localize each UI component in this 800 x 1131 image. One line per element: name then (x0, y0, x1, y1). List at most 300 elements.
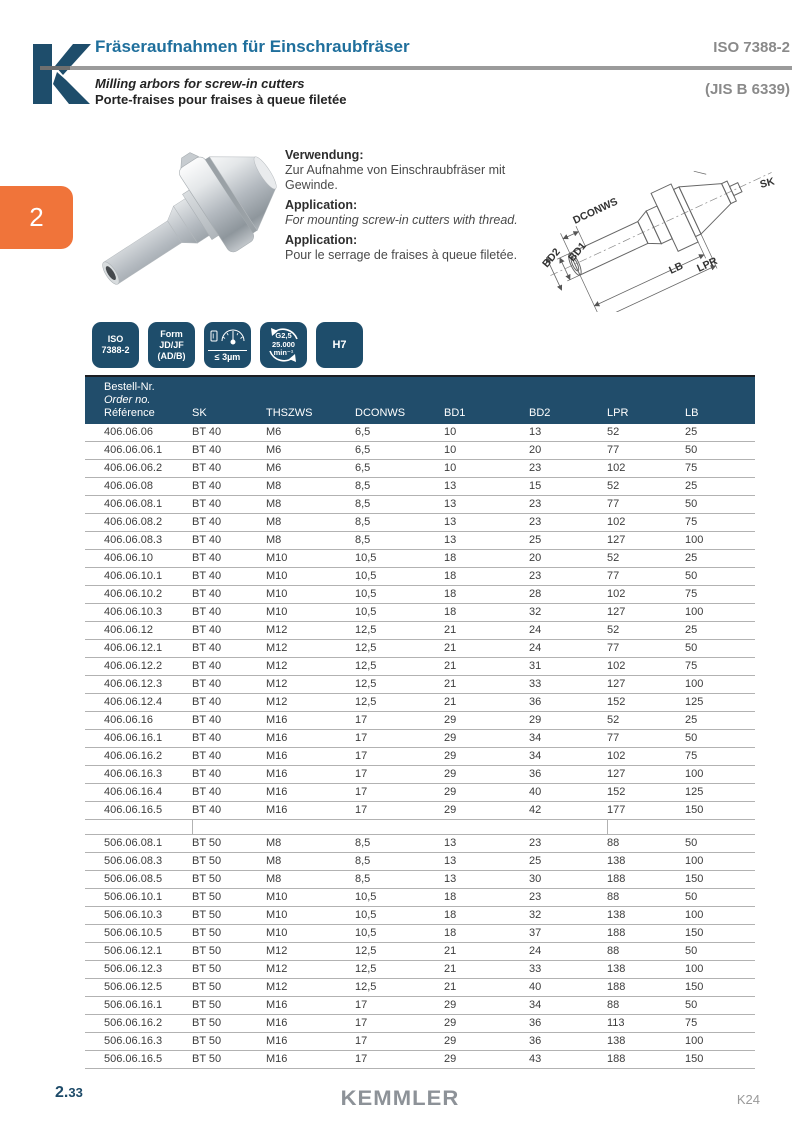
table-cell: 29 (444, 999, 457, 1011)
table-cell: 23 (529, 837, 542, 849)
usage-text-block (285, 148, 537, 263)
table-cell: 13 (444, 516, 457, 528)
table-cell: 77 (607, 642, 620, 654)
table-cell: 13 (444, 534, 457, 546)
page-number-minor: 33 (68, 1085, 83, 1100)
dimension-diagram (533, 136, 795, 312)
table-cell: 21 (444, 624, 457, 636)
table-cell: BT 50 (192, 945, 222, 957)
table-cell: 77 (607, 732, 620, 744)
table-row (85, 658, 755, 676)
table-header (85, 377, 755, 424)
table-cell: 10,5 (355, 927, 377, 939)
table-cell: BT 40 (192, 534, 222, 546)
table-cell: M16 (266, 750, 288, 762)
table-row (85, 712, 755, 730)
table-cell: 406.06.16.3 (104, 768, 163, 780)
table-cell: M16 (266, 1017, 288, 1029)
dim-label-dconws: DCONWS (571, 195, 620, 227)
table-row (85, 550, 755, 568)
table-cell: 406.06.10 (104, 552, 153, 564)
table-cell: 21 (444, 963, 457, 975)
table-row (85, 802, 755, 820)
table-cell: 506.06.16.5 (104, 1053, 163, 1065)
table-cell: 10,5 (355, 588, 377, 600)
table-cell: 13 (444, 873, 457, 885)
badge-fit-h7 (316, 322, 363, 368)
table-cell: 18 (444, 891, 457, 903)
table-cell: 506.06.12.3 (104, 963, 163, 975)
badge-iso-line1: ISO (107, 334, 124, 344)
usage-text-fr: Pour le serrage de fraises à queue filetée. (285, 248, 518, 262)
table-cell: BT 40 (192, 516, 222, 528)
table-cell: 29 (444, 1017, 457, 1029)
table-cell: 25 (685, 714, 698, 726)
table-cell: 8,5 (355, 855, 371, 867)
table-cell: 52 (607, 624, 620, 636)
table-cell: 18 (444, 606, 457, 618)
runout-gauge-icon (207, 325, 248, 349)
table-cell: M8 (266, 516, 282, 528)
table-cell: 75 (685, 462, 698, 474)
table-cell: 150 (685, 1053, 704, 1065)
table-cell: 50 (685, 837, 698, 849)
table-row (85, 871, 755, 889)
table-cell: 188 (607, 1053, 626, 1065)
table-cell: 13 (444, 855, 457, 867)
table-cell: 406.06.10.2 (104, 588, 163, 600)
table-cell: 506.06.12.1 (104, 945, 163, 957)
table-cell: 138 (607, 963, 626, 975)
table-cell: 12,5 (355, 642, 377, 654)
product-table (85, 375, 755, 1069)
table-cell: M16 (266, 714, 288, 726)
spec-badges-row (92, 322, 363, 368)
table-cell: 8,5 (355, 480, 371, 492)
table-cell: 6,5 (355, 444, 371, 456)
table-cell: M8 (266, 480, 282, 492)
table-cell: M8 (266, 873, 282, 885)
table-row (85, 766, 755, 784)
table-cell: 10,5 (355, 891, 377, 903)
table-cell: M12 (266, 624, 288, 636)
table-cell: 12,5 (355, 678, 377, 690)
dim-label-bd1: BD1 (566, 240, 589, 264)
table-cell: 32 (529, 909, 542, 921)
page-number-major: 2. (55, 1084, 69, 1101)
table-cell: 10,5 (355, 909, 377, 921)
table-cell: 100 (685, 1035, 704, 1047)
header-lpr: LPR (607, 407, 629, 419)
table-cell: 42 (529, 804, 542, 816)
table-cell: 150 (685, 981, 704, 993)
table-row (85, 604, 755, 622)
table-cell: 8,5 (355, 516, 371, 528)
badge-runout-label: ≤ 3µm (214, 352, 241, 362)
table-cell: 12,5 (355, 963, 377, 975)
table-cell: 125 (685, 786, 704, 798)
table-cell: 34 (529, 750, 542, 762)
table-row (85, 640, 755, 658)
table-cell: 36 (529, 768, 542, 780)
table-cell: BT 50 (192, 1053, 222, 1065)
table-row (85, 460, 755, 478)
table-cell: 52 (607, 714, 620, 726)
table-cell: 23 (529, 462, 542, 474)
table-cell: 17 (355, 768, 368, 780)
table-cell: M10 (266, 588, 288, 600)
table-cell: BT 40 (192, 786, 222, 798)
usage-text-de: Zur Aufnahme von Einschraubfräser mit Gewinde. (285, 163, 506, 192)
table-cell: M8 (266, 837, 282, 849)
table-cell: 10 (444, 462, 457, 474)
catalog-code: K24 (736, 1092, 760, 1107)
product-photo (88, 143, 288, 301)
table-cell: 29 (444, 804, 457, 816)
table-cell: 406.06.08.3 (104, 534, 163, 546)
table-cell: M8 (266, 534, 282, 546)
table-cell: 77 (607, 570, 620, 582)
table-cell: 13 (444, 480, 457, 492)
table-cell: 29 (444, 732, 457, 744)
table-cell: 37 (529, 927, 542, 939)
table-cell: BT 40 (192, 480, 222, 492)
section-spacer (85, 820, 755, 835)
badge-runout-divider (208, 350, 247, 351)
table-cell: 13 (529, 426, 542, 438)
table-cell: BT 50 (192, 909, 222, 921)
jis-standard-label: (JIS B 6339) (704, 81, 790, 98)
table-row (85, 961, 755, 979)
table-cell: 127 (607, 606, 626, 618)
table-cell: 100 (685, 909, 704, 921)
table-cell: BT 40 (192, 660, 222, 672)
table-cell: 102 (607, 462, 626, 474)
table-body (85, 424, 755, 1069)
table-cell: 17 (355, 750, 368, 762)
table-cell: M8 (266, 855, 282, 867)
table-cell: 406.06.08 (104, 480, 153, 492)
table-cell: 406.06.06.1 (104, 444, 163, 456)
table-cell: BT 40 (192, 426, 222, 438)
usage-text-en: For mounting screw-in cutters with thread. (285, 213, 518, 227)
table-cell: BT 40 (192, 678, 222, 690)
table-cell: 40 (529, 981, 542, 993)
table-cell: 125 (685, 696, 704, 708)
table-cell: 150 (685, 873, 704, 885)
dim-label-sk: SK (758, 175, 776, 191)
table-cell: 406.06.12.3 (104, 678, 163, 690)
badge-form-line3: (AD/B) (157, 350, 186, 361)
table-cell: 52 (607, 552, 620, 564)
table-cell: 10,5 (355, 552, 377, 564)
table-row (85, 1015, 755, 1033)
table-cell: 12,5 (355, 945, 377, 957)
table-cell: 33 (529, 678, 542, 690)
table-cell: 21 (444, 660, 457, 672)
header-reference: Référence (104, 407, 155, 419)
table-cell: 75 (685, 588, 698, 600)
header-divider-dark-segment (40, 66, 70, 70)
table-cell: M6 (266, 426, 282, 438)
badge-form-line2: JD/JF (159, 339, 184, 350)
table-cell: 150 (685, 927, 704, 939)
table-cell: 100 (685, 768, 704, 780)
table-cell: 506.06.08.5 (104, 873, 163, 885)
table-cell: 17 (355, 1035, 368, 1047)
chapter-tab: 2 (0, 186, 73, 249)
table-cell: 506.06.16.1 (104, 999, 163, 1011)
table-cell: 34 (529, 732, 542, 744)
table-cell: 29 (444, 1035, 457, 1047)
table-row (85, 478, 755, 496)
table-cell: 406.06.16.5 (104, 804, 163, 816)
header-order-no (85, 377, 192, 420)
table-cell: 50 (685, 498, 698, 510)
table-cell: 77 (607, 498, 620, 510)
table-cell: BT 40 (192, 768, 222, 780)
table-row (85, 925, 755, 943)
header-bd2: BD2 (529, 407, 551, 419)
table-cell: M16 (266, 768, 288, 780)
table-cell: 150 (685, 804, 704, 816)
table-cell: 50 (685, 570, 698, 582)
table-cell: 406.06.10.3 (104, 606, 163, 618)
table-cell: BT 40 (192, 462, 222, 474)
table-cell: 50 (685, 945, 698, 957)
table-cell: BT 50 (192, 891, 222, 903)
table-cell: M12 (266, 678, 288, 690)
header-sk: SK (192, 407, 207, 419)
table-cell: 23 (529, 891, 542, 903)
table-cell: 506.06.16.2 (104, 1017, 163, 1029)
table-row (85, 694, 755, 712)
table-row (85, 889, 755, 907)
table-row (85, 586, 755, 604)
table-row (85, 997, 755, 1015)
table-cell: BT 40 (192, 714, 222, 726)
table-cell: 506.06.16.3 (104, 1035, 163, 1047)
table-cell: 18 (444, 927, 457, 939)
table-cell: M10 (266, 606, 288, 618)
table-cell: M16 (266, 732, 288, 744)
table-cell: 10,5 (355, 606, 377, 618)
table-cell: 21 (444, 642, 457, 654)
header-lb: LB (685, 407, 699, 419)
header-thszws: THSZWS (266, 407, 313, 419)
table-cell: M12 (266, 963, 288, 975)
table-cell: 25 (685, 426, 698, 438)
table-cell: M10 (266, 891, 288, 903)
table-cell: 406.06.06 (104, 426, 153, 438)
table-cell: 25 (529, 534, 542, 546)
table-cell: 75 (685, 516, 698, 528)
table-row (85, 907, 755, 925)
table-cell: 18 (444, 552, 457, 564)
table-cell: M10 (266, 552, 288, 564)
table-cell: 88 (607, 837, 620, 849)
table-cell: 17 (355, 1053, 368, 1065)
table-cell: 406.06.12 (104, 624, 153, 636)
usage-label-en: Application: (285, 198, 358, 212)
table-cell: 23 (529, 516, 542, 528)
table-row (85, 424, 755, 442)
table-cell: 102 (607, 516, 626, 528)
table-cell: BT 40 (192, 498, 222, 510)
table-cell: 138 (607, 855, 626, 867)
table-cell: 138 (607, 1035, 626, 1047)
table-cell: 10 (444, 426, 457, 438)
table-cell: 40 (529, 786, 542, 798)
table-cell: 28 (529, 588, 542, 600)
table-cell: 102 (607, 660, 626, 672)
table-cell: BT 50 (192, 927, 222, 939)
table-cell: 406.06.16.2 (104, 750, 163, 762)
table-cell: 13 (444, 837, 457, 849)
table-cell: 50 (685, 999, 698, 1011)
table-cell: BT 50 (192, 999, 222, 1011)
table-cell: 406.06.06.2 (104, 462, 163, 474)
table-cell: BT 50 (192, 981, 222, 993)
dim-label-bd2: BD2 (540, 246, 563, 270)
table-cell: BT 50 (192, 855, 222, 867)
table-cell: 18 (444, 570, 457, 582)
table-cell: 88 (607, 945, 620, 957)
table-cell: 77 (607, 444, 620, 456)
table-cell: 17 (355, 732, 368, 744)
table-cell: M6 (266, 462, 282, 474)
table-row (85, 1051, 755, 1069)
table-cell: 23 (529, 570, 542, 582)
badge-form (148, 322, 195, 368)
table-cell: 75 (685, 750, 698, 762)
table-row (85, 853, 755, 871)
table-cell: M12 (266, 981, 288, 993)
table-cell: 17 (355, 1017, 368, 1029)
badge-balance-line1: G2,5 (275, 331, 292, 341)
table-row (85, 514, 755, 532)
table-cell: 50 (685, 444, 698, 456)
badge-balance-line3: min⁻¹ (273, 348, 294, 358)
badge-fit-label: H7 (332, 338, 347, 351)
table-cell: 33 (529, 963, 542, 975)
table-row (85, 676, 755, 694)
table-cell: 24 (529, 624, 542, 636)
table-cell: 506.06.08.3 (104, 855, 163, 867)
table-cell: 506.06.12.5 (104, 981, 163, 993)
table-cell: 127 (607, 534, 626, 546)
table-cell: M10 (266, 570, 288, 582)
table-row (85, 532, 755, 550)
table-cell: 23 (529, 498, 542, 510)
table-cell: BT 40 (192, 750, 222, 762)
table-cell: BT 40 (192, 732, 222, 744)
table-cell: 36 (529, 1035, 542, 1047)
subtitle-english: Milling arbors for screw-in cutters (95, 76, 305, 91)
table-cell: 36 (529, 696, 542, 708)
table-cell: 113 (607, 1017, 625, 1029)
table-row (85, 568, 755, 586)
table-cell: 13 (444, 498, 457, 510)
table-cell: 406.06.12.2 (104, 660, 163, 672)
table-cell: 29 (444, 714, 457, 726)
table-cell: 25 (685, 552, 698, 564)
table-cell: 127 (607, 678, 626, 690)
table-cell: 406.06.16.1 (104, 732, 163, 744)
table-cell: 29 (444, 786, 457, 798)
header-bd1: BD1 (444, 407, 466, 419)
table-cell: 12,5 (355, 696, 377, 708)
page-title: Fräseraufnahmen für Einschraubfräser (95, 37, 410, 56)
table-cell: 100 (685, 678, 704, 690)
table-cell: 21 (444, 678, 457, 690)
table-cell: M6 (266, 444, 282, 456)
table-cell: BT 40 (192, 804, 222, 816)
table-cell: M12 (266, 945, 288, 957)
table-cell: BT 50 (192, 1035, 222, 1047)
table-cell: 188 (607, 981, 626, 993)
dim-label-lpr: LPR (695, 254, 720, 275)
table-cell: 18 (444, 909, 457, 921)
table-row (85, 943, 755, 961)
table-cell: 43 (529, 1053, 542, 1065)
badge-form-line1: Form (160, 328, 183, 339)
table-row (85, 442, 755, 460)
table-cell: 75 (685, 660, 698, 672)
table-cell: 100 (685, 534, 704, 546)
table-cell: 6,5 (355, 462, 371, 474)
table-cell: 75 (685, 1017, 698, 1029)
badge-balance-grade (260, 322, 307, 368)
table-cell: 31 (529, 660, 542, 672)
table-cell: 102 (607, 750, 626, 762)
table-cell: BT 50 (192, 837, 222, 849)
header-order-no-en: Order no. (104, 394, 151, 406)
table-row (85, 748, 755, 766)
table-cell: 8,5 (355, 837, 371, 849)
table-cell: 406.06.16 (104, 714, 153, 726)
table-cell: 8,5 (355, 498, 371, 510)
table-cell: 8,5 (355, 534, 371, 546)
table-cell: 506.06.08.1 (104, 837, 163, 849)
usage-label-de: Verwendung: (285, 148, 364, 162)
table-cell: BT 40 (192, 570, 222, 582)
table-cell: BT 40 (192, 642, 222, 654)
table-cell: 406.06.08.1 (104, 498, 163, 510)
table-cell: 406.06.08.2 (104, 516, 163, 528)
table-cell: 24 (529, 642, 542, 654)
table-row (85, 496, 755, 514)
table-cell: BT 40 (192, 588, 222, 600)
table-cell: M10 (266, 927, 288, 939)
table-cell: 17 (355, 804, 368, 816)
standard-label: ISO 7388-2 (713, 39, 790, 56)
table-cell: M12 (266, 642, 288, 654)
table-cell: 8,5 (355, 873, 371, 885)
table-cell: BT 40 (192, 552, 222, 564)
table-cell: 10,5 (355, 570, 377, 582)
table-cell: 506.06.10.5 (104, 927, 163, 939)
table-cell: 406.06.12.4 (104, 696, 163, 708)
table-cell: M12 (266, 660, 288, 672)
kemmler-wordmark: KEMMLER (340, 1087, 460, 1110)
table-cell: BT 50 (192, 873, 222, 885)
table-cell: 25 (685, 480, 698, 492)
table-cell: 21 (444, 945, 457, 957)
table-cell: 24 (529, 945, 542, 957)
table-cell: 152 (607, 786, 626, 798)
table-cell: 12,5 (355, 624, 377, 636)
